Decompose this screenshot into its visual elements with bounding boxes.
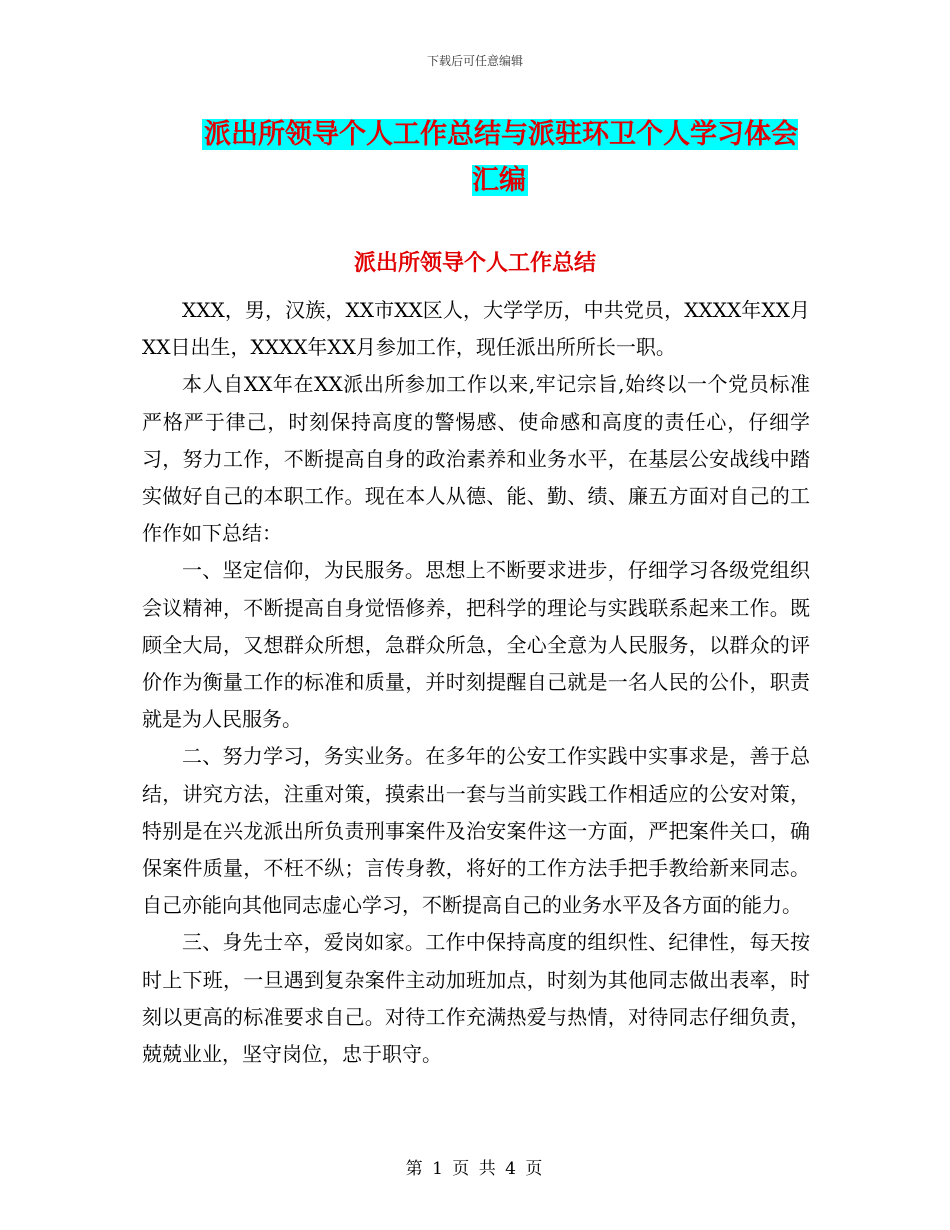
paragraph: 二、努力学习，务实业务。在多年的公安工作实践中实事求是，善于总结，讲究方法，注重对策，摸索出一套与当前实践工作相适应的公安对策，特别是在兴龙派出所负责刑事案件及治安案件这一方面，严把案件关口，确保案件质量，不枉不纵；言传身教，将好的工作方法手把手教给新来同志。自己亦能向其他同志虚心学习，不断提高自己的业务水平及各方面的能力。 <box>142 744 810 918</box>
paragraph: XXX，男，汉族，XX市XX区人，大学学历，中共党员，XXXX年XX月XX日出生，XXXX年XX月参加工作，现任派出所所长一职。 <box>142 298 810 360</box>
paragraph: 三、身先士卒，爱岗如家。工作中保持高度的组织性、纪律性，每天按时上下班，一旦遇到复杂案件主动加班加点，时刻为其他同志做出表率，时刻以更高的标准要求自己。对待工作充满热爱与热情，对待同志仔细负责，兢兢业业，坚守岗位，忠于职守。 <box>142 930 810 1067</box>
paragraph: 一、坚定信仰，为民服务。思想上不断要求进步，仔细学习各级党组织会议精神，不断提高自身觉悟修养，把科学的理论与实践联系起来工作。既顾全大局，又想群众所想，急群众所急，全心全意为人民服务，以群众的评价作为衡量工作的标准和质量，并时刻提醒自己就是一名人民的公仆，职责就是为人民服务。 <box>142 558 810 732</box>
page-number: 第 1 页 共 4 页 <box>405 1159 545 1179</box>
header-note: 下载后可任意编辑 <box>426 54 523 68</box>
document-title <box>190 112 810 204</box>
document-title-text: 派出所领导个人工作总结与派驻环卫个人学习体会汇编 <box>204 119 798 196</box>
section-title: 派出所领导个人工作总结 <box>353 251 596 276</box>
paragraph: 本人自XX年在XX派出所参加工作以来,牢记宗旨,始终以一个党员标准严格严于律己，时刻保持高度的警惕感、使命感和高度的责任心，仔细学习，努力工作，不断提高自身的政治素养和业务水平，在基层公安战线中踏实做好自己的本职工作。现在本人从德、能、勤、绩、廉五方面对自己的工作作如下总结： <box>142 372 810 546</box>
document-body <box>142 292 810 1073</box>
